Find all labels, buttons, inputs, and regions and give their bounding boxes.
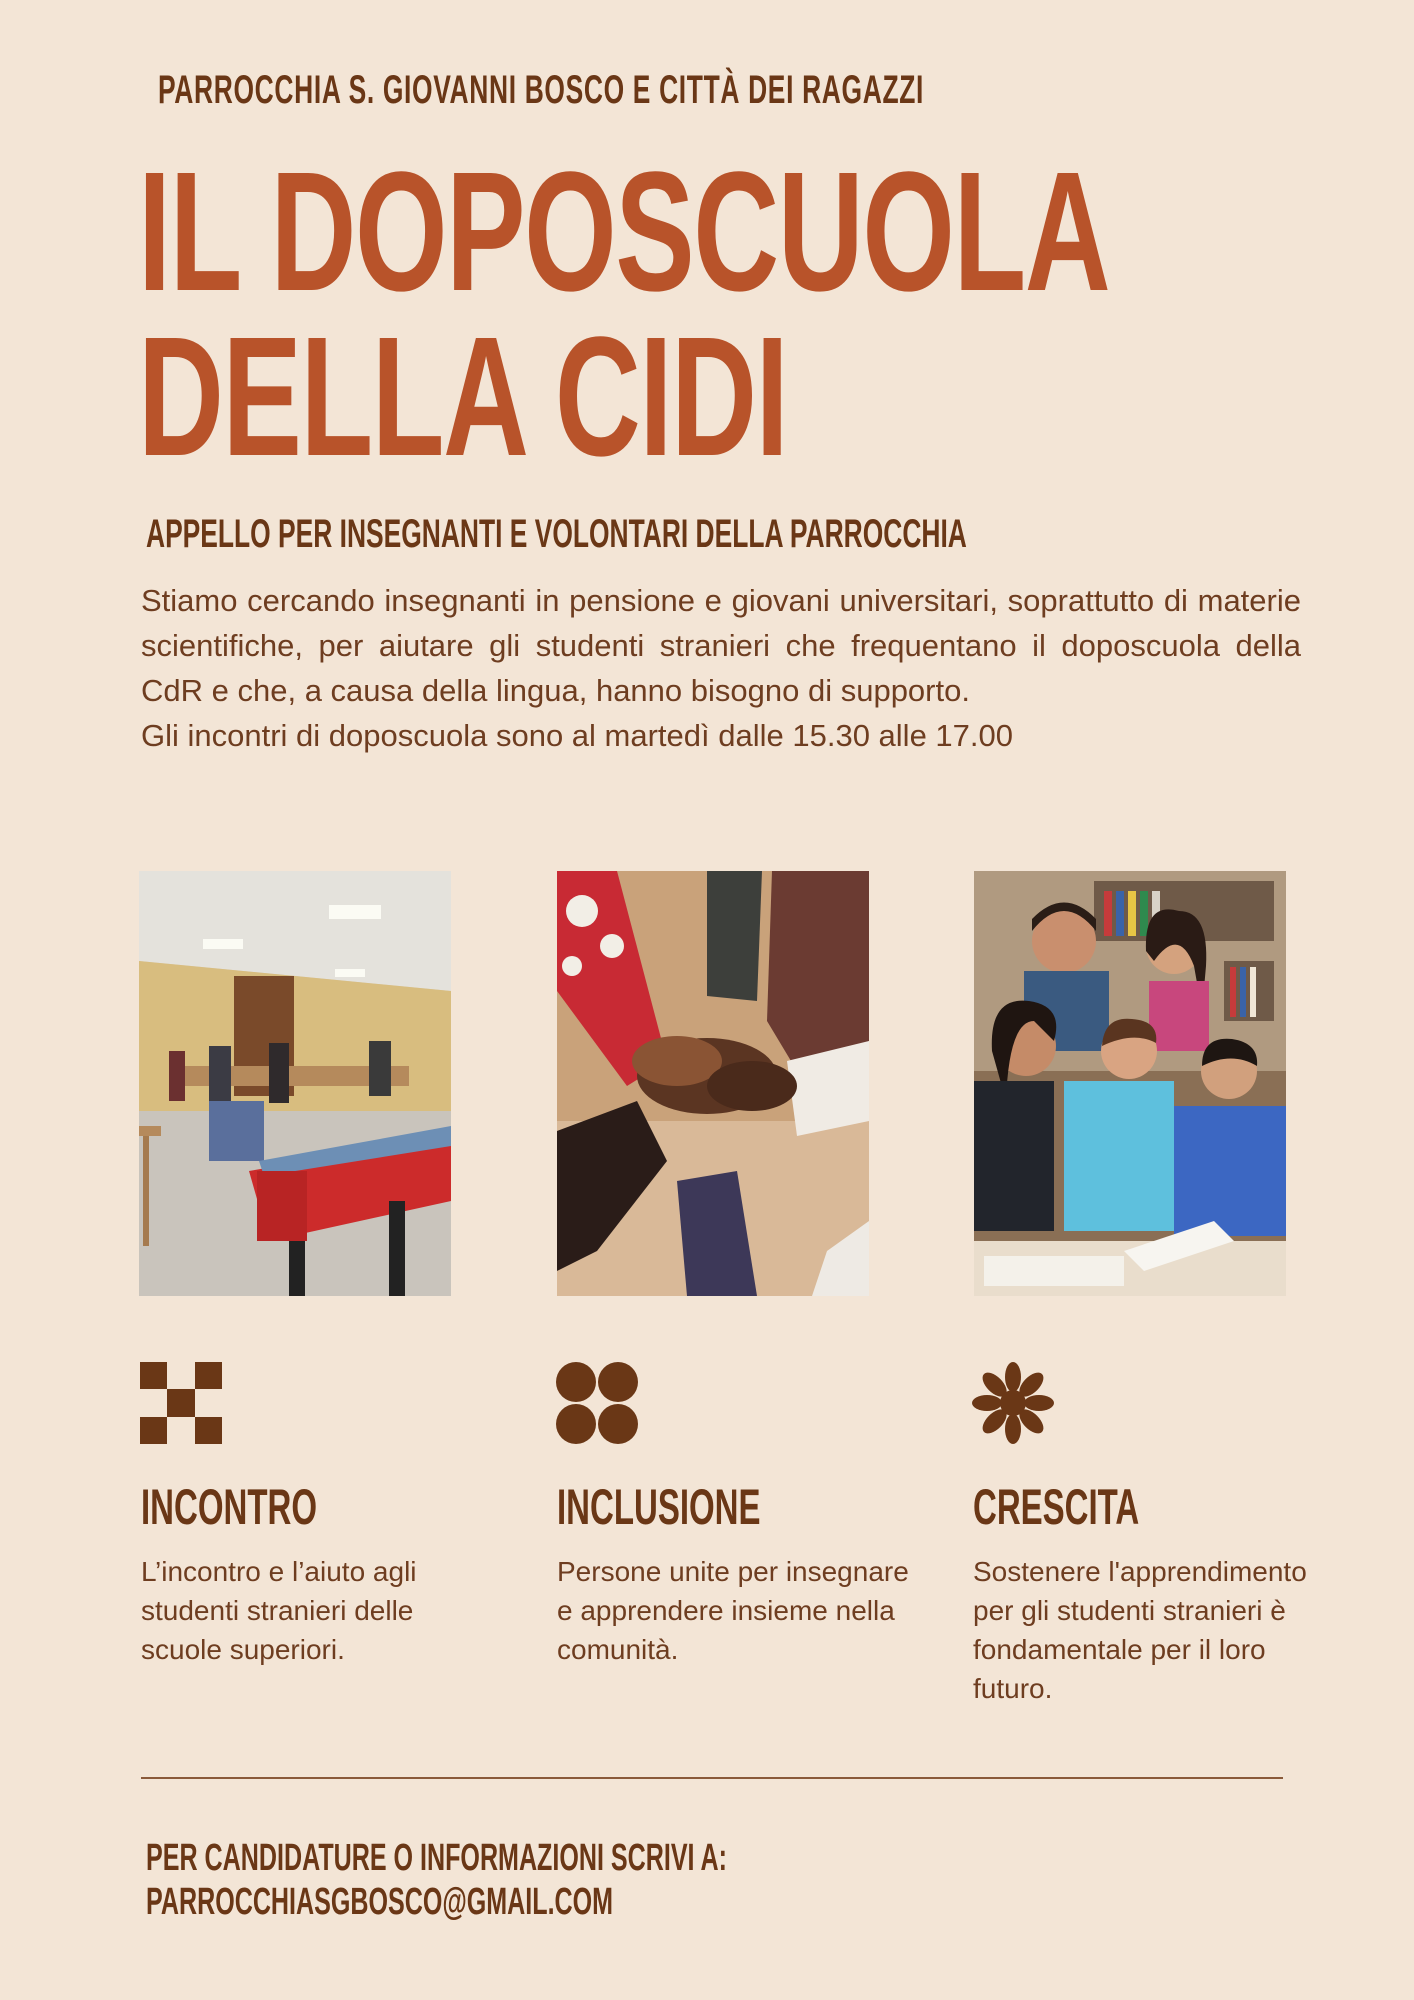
- title-line-2: DELLA CIDI: [138, 302, 788, 492]
- checker-icon: [140, 1362, 222, 1444]
- organization-name: PARROCCHIA S. GIOVANNI BOSCO E CITTÀ DEI RAGAZZI: [158, 68, 925, 112]
- asterisk-flower-icon: [972, 1362, 1054, 1444]
- feature-description-inclusione: Persone unite per insegnare e apprendere insieme nella comunità.: [557, 1556, 909, 1665]
- contact-block: [146, 1836, 727, 1924]
- intro-paragraph: Stiamo cercando insegnanti in pensione e giovani universitari, soprattutto di materie scientifiche, per aiutare gli studenti stranieri che frequentano il doposcuola della CdR e che, a causa della lingua, hanno bisogno di supporto.: [141, 583, 1301, 708]
- feature-description-crescita: Sostenere l'apprendimento per gli studenti stranieri è fondamentale per il loro futuro.: [973, 1556, 1307, 1704]
- hands-together-photo: [557, 871, 869, 1296]
- feature-title-crescita: CRESCITA: [973, 1479, 1140, 1535]
- intro-text: [141, 578, 1301, 758]
- contact-label: PER CANDIDATURE O INFORMAZIONI SCRIVI A:: [146, 1837, 728, 1879]
- title-line-1: IL DOPOSCUOLA: [138, 137, 1110, 327]
- feature-title-inclusione: INCLUSIONE: [557, 1479, 761, 1535]
- contact-email[interactable]: PARROCCHIASGBOSCO@GMAIL.COM: [146, 1881, 614, 1923]
- page-title: [138, 137, 1110, 492]
- classroom-photo: [139, 871, 451, 1296]
- feature-description-incontro: L’incontro e l’aiuto agli studenti stranieri delle scuole superiori.: [141, 1556, 417, 1665]
- students-studying-photo: [974, 871, 1286, 1296]
- subtitle: APPELLO PER INSEGNANTI E VOLONTARI DELLA PARROCCHIA: [146, 512, 967, 556]
- four-circles-icon: [556, 1362, 638, 1444]
- schedule-text: Gli incontri di doposcuola sono al martedì dalle 15.30 alle 17.00: [141, 718, 1013, 753]
- divider: [141, 1777, 1283, 1779]
- feature-title-incontro: INCONTRO: [141, 1479, 317, 1535]
